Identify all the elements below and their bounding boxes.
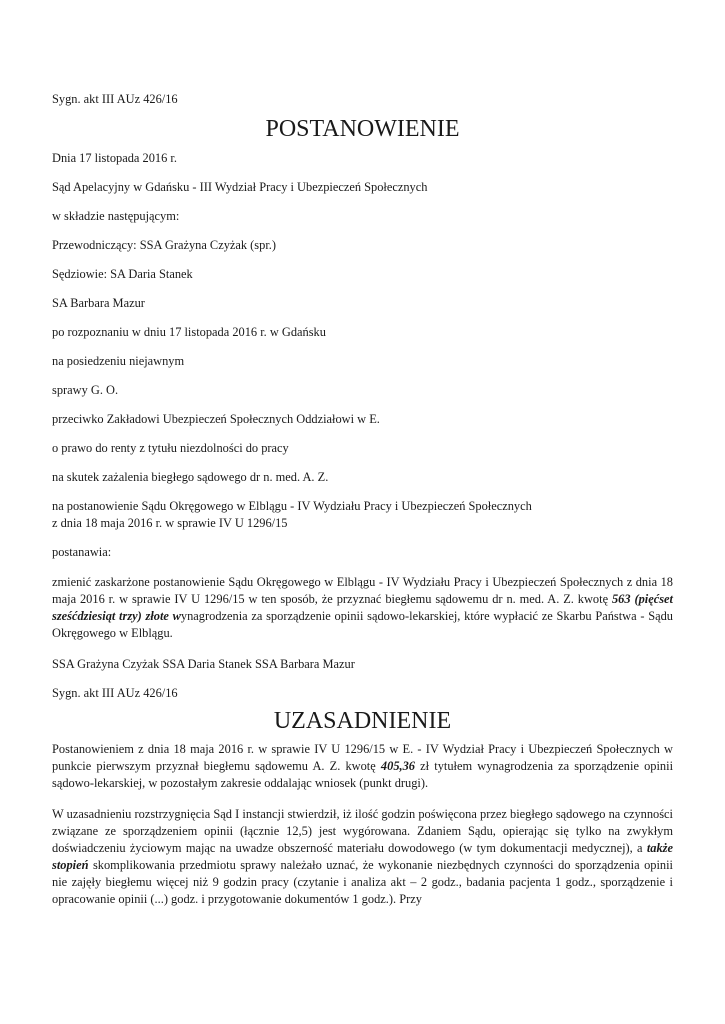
judge-second: SA Barbara Mazur [52,296,145,310]
ruling-text-2: ynagrodzenia za sporządzenie opinii sądowo-lekarskiej, które wypłacić ze Skarbu Państwa - Sądu Okręgowego w Elblągu. [52,609,673,640]
case-of-line: sprawy G. O. [52,383,119,397]
decides-line: postanawia: [52,545,112,559]
on-decision-line-2: z dnia 18 maja 2016 r. w sprawie IV U 1296/15 [52,516,288,530]
against-line: przeciwko Zakładowi Ubezpieczeń Społecznych Oddziałowi w E. [52,412,380,426]
date-line: Dnia 17 listopada 2016 r. [52,151,177,165]
judges-line: Sędziowie: SA Daria Stanek [52,267,193,281]
justification-paragraph-1 [52,741,673,792]
court-line: Sąd Apelacyjny w Gdańsku - III Wydział Pracy i Ubezpieczeń Społecznych [52,180,428,194]
on-decision-block [52,498,673,532]
ruling-paragraph [52,574,673,642]
complaint-line: na skutek zażalenia biegłego sądowego dr n. med. A. Z. [52,470,329,484]
justification-title: UZASADNIENIE [273,708,452,734]
ruling-amount: 563 (pięćset sześćdziesiąt trzy) złote w [52,592,673,623]
about-line: o prawo do renty z tytułu niezdolności do pracy [52,441,289,455]
j1-text-b: zł tytułem wynagrodzenia za sporządzenie opinii sądowo-lekarskiej, w pozostałym zakresie oddalając wniosek (punkt drugi). [52,759,674,790]
on-decision-line-1: na postanowienie Sądu Okręgowego w Elblągu - IV Wydziału Pracy i Ubezpieczeń Społecznych [52,499,532,513]
session-line: na posiedzeniu niejawnym [52,354,185,368]
j2-text-b: skomplikowania przedmiotu sprawy należało uznać, że wykonanie niezbędnych czynności do sporządzenia opinii nie zajęły biegłemu więcej niż 9 godzin pracy (czytanie i analiza akt – 2 godz., badania pacjenta 1 godz., sporządzenie i opracowanie opinii (...) godz. i przygotowanie dokumentów 1 godz.). Przy [52,858,673,906]
case-signature-bottom: Sygn. akt III AUz 426/16 [52,686,178,700]
j1-text-a: Postanowieniem z dnia 18 maja 2016 r. w sprawie IV U 1296/15 w E. - IV Wydział Pracy i Ubezpieczeń Społecznych w punkcie pierwszym przyznał biegłemu sądowemu A. Z. kwotę [52,742,673,773]
ruling-text-1: zmienić zaskarżone postanowienie Sądu Okręgowego w Elblągu - IV Wydziału Pracy i Ubezpieczeń Społecznych z dnia 18 maja 2016 r. w sprawie IV U 1296/15 w ten sposób, że przyznać biegłemu sądowemu dr n. med. A. Z. kwotę [52,575,673,606]
presiding-judge: Przewodniczący: SSA Grażyna Czyżak (spr.) [52,238,276,252]
j2-emphasis: także stopień [52,841,673,872]
considered-line: po rozpoznaniu w dniu 17 listopada 2016 r. w Gdańsku [52,325,326,339]
j1-amount: 405,36 [380,759,415,773]
document-title: POSTANOWIENIE [265,116,460,142]
signatures-line: SSA Grażyna Czyżak SSA Daria Stanek SSA Barbara Mazur [52,657,355,671]
composition-intro: w składzie następującym: [52,209,180,223]
justification-paragraph-2 [52,806,673,908]
j2-text-a: W uzasadnieniu rozstrzygnięcia Sąd I instancji stwierdził, iż ilość godzin poświęcona przez biegłego sądowego na czynności związane ze sporządzeniem opinii (łącznie 12,5) jest wygórowana. Zdaniem Sądu, opierając się tylko na zwykłym doświadczeniu życiowym mając na uwadze obszerność materiału dowodowego (w tym dokumentacji medycznej), a [52,807,673,855]
case-signature-top: Sygn. akt III AUz 426/16 [52,92,178,106]
